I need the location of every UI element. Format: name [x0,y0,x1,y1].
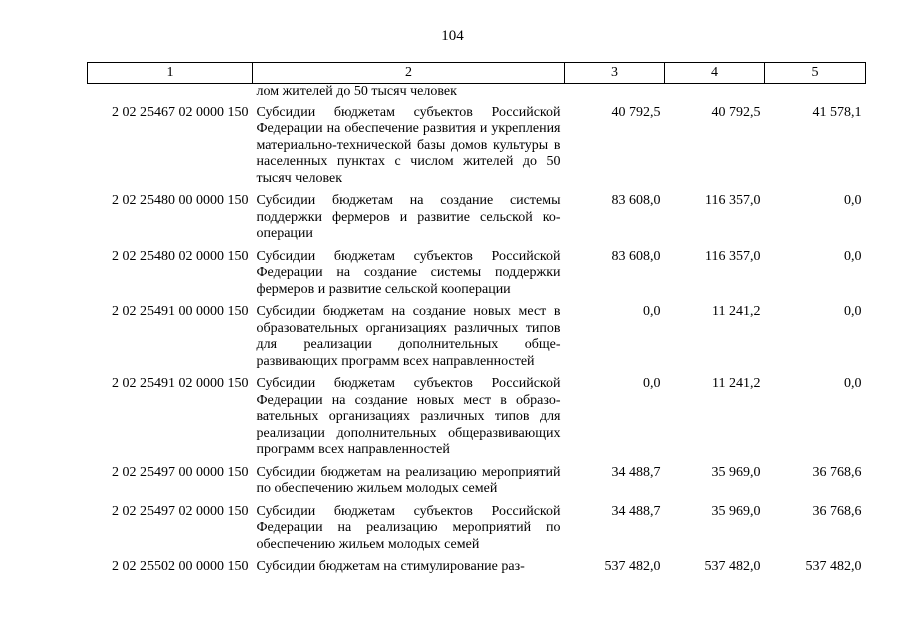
row-description: Субсидии бюджетам субъектов Российской Федерации на создание новых мест в образовательных организациях различных типов для реализации дополнительных общеразвивающих программ всех направленностей [256,376,561,457]
value-col-3: 537 482,0 [604,559,661,574]
value-col-4: 35 969,0 [711,503,761,519]
table-row [88,249,866,305]
budget-code: 2 02 25480 00 0000 150 [112,193,249,208]
table-row [88,105,866,194]
value-col-4: 116 357,0 [705,193,761,208]
value-col-5: 0,0 [844,193,862,208]
table-row [88,376,866,465]
budget-table [87,62,866,582]
value-col-5: 0,0 [844,376,862,391]
value-col-4: 35 969,0 [711,464,761,480]
column-header-4: 4 [665,63,765,84]
row-description: Субсидии бюджетам на реализацию мероприятий по обеспечению жильем молодых семей [256,464,561,496]
value-col-4: 11 241,2 [712,304,761,319]
table-row [88,559,866,582]
value-col-4: 116 357,0 [705,248,761,264]
value-col-4: 11 241,2 [712,376,761,391]
column-header-1: 1 [88,63,253,84]
continued-row [88,84,866,105]
column-header-2: 2 [253,63,565,84]
value-col-3: 34 488,7 [611,503,661,519]
value-col-5: 0,0 [844,248,862,264]
continued-description: лом жителей до 50 тысяч человек [256,84,457,99]
value-col-5: 36 768,6 [812,464,862,480]
budget-code: 2 02 25480 02 0000 150 [112,248,249,264]
column-header-3: 3 [565,63,665,84]
value-col-5: 0,0 [844,304,862,319]
value-col-5: 537 482,0 [805,559,862,574]
budget-code: 2 02 25467 02 0000 150 [112,104,249,120]
page-number: 104 [441,28,464,44]
row-description: Субсидии бюджетам субъектов Российской Федерации на обеспечение развития и укрепления материально-технической базы домов культуры в населенных пунктах с числом жителей до 50 тысяч человек [256,104,561,186]
value-col-5: 36 768,6 [812,503,862,519]
value-col-3: 34 488,7 [611,464,661,480]
table-row [88,304,866,376]
budget-code: 2 02 25491 02 0000 150 [112,376,249,391]
row-description: Субсидии бюджетам на стимулирование раз- [256,559,525,574]
budget-code: 2 02 25502 00 0000 150 [112,559,249,574]
value-col-4: 40 792,5 [711,104,761,120]
value-col-3: 0,0 [643,304,661,319]
value-col-3: 83 608,0 [611,248,661,264]
value-col-3: 40 792,5 [611,104,661,120]
budget-code: 2 02 25497 02 0000 150 [112,503,249,519]
row-description: Субсидии бюджетам субъектов Российской Федерации на реализацию мероприятий по обеспечению жильем молодых семей [256,503,561,552]
budget-code: 2 02 25491 00 0000 150 [112,304,249,319]
column-header-5: 5 [765,63,866,84]
budget-code: 2 02 25497 00 0000 150 [112,464,249,480]
row-description: Субсидии бюджетам субъектов Российской Федерации на создание системы поддержки фермеров и развитие сельской кооперации [256,248,561,297]
value-col-3: 83 608,0 [611,193,661,208]
table-row [88,504,866,560]
value-col-3: 0,0 [643,376,661,391]
column-header-row [88,63,866,84]
table-row [88,193,866,249]
table-row [88,465,866,504]
value-col-5: 41 578,1 [812,104,862,120]
row-description: Субсидии бюджетам на создание новых мест в образовательных организациях различных типов для реализации дополнительных общеразвивающих программ всех направленностей [256,304,561,369]
row-description: Субсидии бюджетам на создание системы поддержки фермеров и развитие сельской кооперации [256,193,561,241]
value-col-4: 537 482,0 [704,559,761,574]
